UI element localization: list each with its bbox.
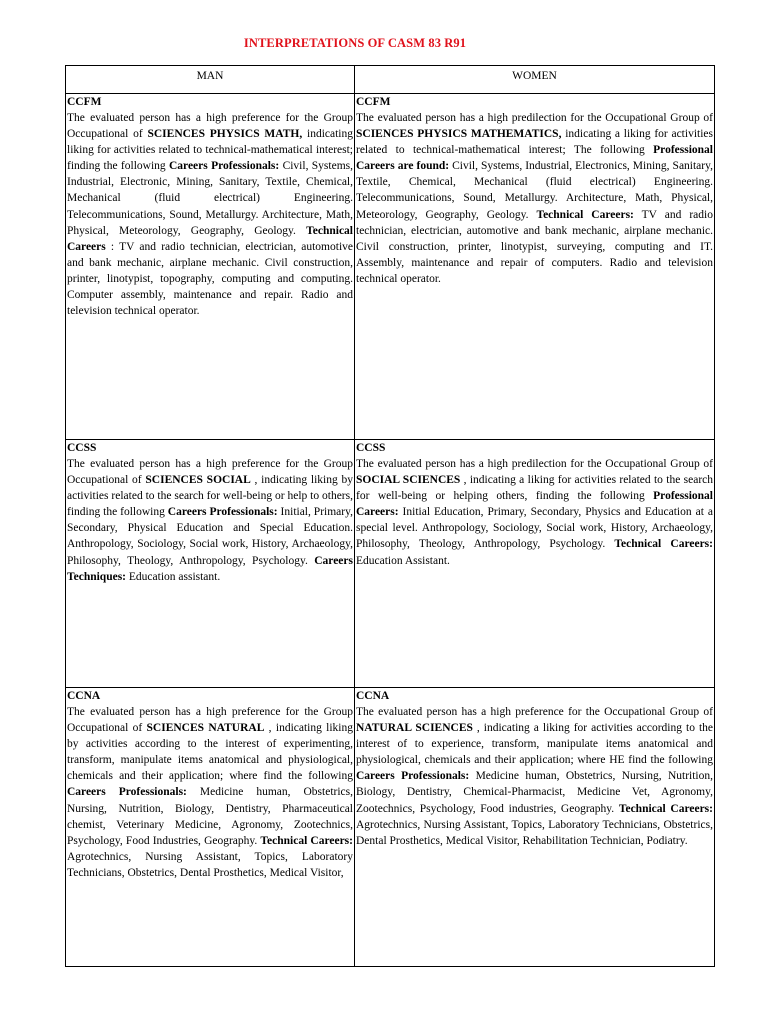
- group-code: CCNA: [356, 690, 390, 702]
- bold-text-run: SCIENCES SOCIAL: [145, 474, 251, 487]
- text-run: The evaluated person has a high preference for the Group Occupational of: [67, 112, 353, 141]
- text-run: The evaluated person has a high preference for the Occupational Group of: [356, 706, 713, 718]
- bold-text-run: Careers Professionals:: [167, 506, 278, 519]
- group-code: CCSS: [67, 442, 97, 454]
- bold-text-run: Careers Techniques:: [67, 554, 353, 583]
- group-code: CCFM: [356, 96, 391, 108]
- cell-text: [67, 110, 353, 319]
- women-cell: [355, 440, 715, 688]
- bold-text-run: SCIENCES NATURAL: [146, 722, 265, 735]
- text-run: Education Assistant.: [356, 554, 450, 567]
- text-run: The evaluated person has a high predilection for the Occupational Group of: [356, 458, 713, 470]
- text-run: , indicating a liking for activities related to the search for well-being or helping others, finding the following: [356, 474, 714, 503]
- table-row: [66, 440, 715, 688]
- bold-text-run: Careers Professionals:: [67, 786, 187, 799]
- bold-text-run: Technical Careers:: [260, 834, 353, 847]
- text-run: Agrotechnics, Nursing Assistant, Topics, Laboratory Technicians, Obstetrics, Dental Prosthetics, Medical Visitor,: [67, 850, 353, 879]
- man-cell: [66, 688, 355, 967]
- text-run: Education assistant.: [126, 570, 221, 583]
- text-run: Initial Education, Primary, Secondary, Physics and Education at a special level. Anthropology, Sociology, Social work, History, Archaeology, Philosophy, Theology, Anthropology, Psychology.: [356, 506, 713, 551]
- cell-text: [356, 704, 713, 849]
- bold-text-run: Careers Professionals:: [169, 160, 280, 173]
- text-run: Medicine human, Obstetrics, Nursing, Nutrition, Biology, Dentistry, Pharmaceutical chemist, Veterinary Medicine, Agronomy, Zootechnics, Psychology, Food Industries, Geography.: [67, 786, 353, 847]
- text-run: , indicating liking by activities related to the search for well-being or help to others, finding the following: [67, 474, 353, 519]
- careers-table: [65, 65, 715, 967]
- bold-text-run: Technical Careers:: [536, 208, 634, 221]
- text-run: The evaluated person has a high preference for the Group Occupational of: [67, 458, 353, 487]
- text-run: indicating liking for activities related to technical-mathematical interest; finding the following: [67, 128, 353, 173]
- group-code: CCSS: [356, 442, 386, 454]
- bold-text-run: NATURAL SCIENCES: [356, 722, 473, 735]
- text-run: indicating a liking for activities related to technical-mathematical interest; The following: [356, 128, 713, 157]
- man-cell: [66, 440, 355, 688]
- table-row: [66, 94, 715, 440]
- bold-text-run: Technical Careers: [67, 224, 353, 253]
- text-run: The evaluated person has a high preference for the Group Occupational of: [67, 706, 353, 735]
- bold-text-run: SCIENCES PHYSICS MATH,: [147, 128, 303, 141]
- text-run: : TV and radio technician, electrician, automotive and bank mechanic, airplane mechanic. Civil construction, printer, linotypist, topography, computing and computing. Computer assembly, maintenance and repair. Radio and television technical operator.: [67, 240, 353, 318]
- cell-text: [67, 704, 353, 881]
- women-cell: [355, 94, 715, 440]
- women-cell: [355, 688, 715, 967]
- header-row: [66, 66, 715, 94]
- bold-text-run: SCIENCES PHYSICS MATHEMATICS,: [356, 128, 562, 141]
- man-cell: [66, 94, 355, 440]
- text-run: Civil, Systems, Industrial, Electronic, Mining, Sanitary, Textile, Chemical, Mechanical (fluid electrical) Engineering. Telecommunications, Sound, Metallurgy. Architecture, Math, Physical, Meteorology, Geography, Geology.: [67, 160, 353, 237]
- column-header-women: WOMEN: [355, 66, 715, 94]
- text-run: Agrotechnics, Nursing Assistant, Topics, Laboratory Technicians, Obstetrics, Dental Prosthetics, Medical Visitor, Rehabilitation Technician, Podiatry.: [356, 818, 713, 847]
- text-run: TV and radio technician, electrician, automotive and bank mechanic, airplane mechanic. Civil construction, printer, linotypist, surveying, computing and IT. Assembly, maintenance and repair of computers. Radio and television technical operator.: [356, 208, 713, 285]
- text-run: Civil, Systems, Industrial, Electronics, Mining, Sanitary, Textile, Chemical, Mechanical (fluid electrical) Engineering. Telecommunications, Sound, Metallurgy. Architecture, Math, Physical, Meteorology, Geography, Geology.: [356, 160, 713, 221]
- text-run: Initial, Primary, Secondary, Physical Education and Special Education. Anthropology, Sociology, Social work, History, Archaeology, Philosophy, Theology, Anthropology, Psychology.: [67, 506, 353, 567]
- text-run: The evaluated person has a high predilection for the Occupational Group of: [356, 112, 713, 124]
- document-title: INTERPRETATIONS OF CASM 83 R91: [243, 36, 467, 50]
- bold-text-run: Careers Professionals:: [356, 770, 470, 783]
- text-run: Medicine human, Obstetrics, Nursing, Nutrition, Biology, Dentistry, Chemical-Pharmacist, Medicine Vet, Agronomy, Zootechnics, Psychology, Food industries, Geography.: [356, 770, 714, 815]
- column-header-man: MAN: [66, 66, 355, 94]
- bold-text-run: Technical Careers:: [614, 538, 713, 551]
- bold-text-run: Professional Careers are found:: [356, 144, 713, 173]
- table-row: [66, 688, 715, 967]
- bold-text-run: Technical Careers:: [618, 802, 713, 815]
- text-run: , indicating liking by activities according to the interest of experimenting, transform, manipulate items anatomical and physiological, chemicals and their application; where find the following: [67, 722, 354, 783]
- text-run: , indicating a liking for activities according to the interest of to experience, transform, manipulate items anatomical and physiological, chemicals and their application; where HE find the following: [356, 722, 713, 767]
- cell-text: [67, 456, 353, 585]
- cell-text: [356, 456, 713, 569]
- group-code: CCFM: [67, 96, 102, 108]
- cell-text: [356, 110, 713, 287]
- bold-text-run: Professional Careers:: [356, 490, 713, 519]
- group-code: CCNA: [67, 690, 101, 702]
- bold-text-run: SOCIAL SCIENCES: [356, 474, 461, 487]
